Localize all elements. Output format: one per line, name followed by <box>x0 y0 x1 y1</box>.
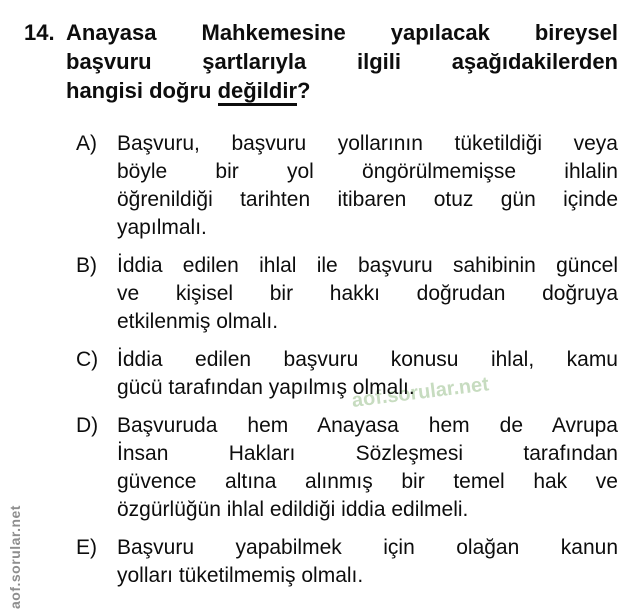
option-line: böyle bir yol öngörülmemişse ihlalin <box>117 160 618 183</box>
options-list <box>76 130 618 600</box>
watermark-left-vertical: aof.sorular.net <box>7 505 23 609</box>
option-a <box>76 130 618 242</box>
option-a-marker: A) <box>76 132 97 155</box>
option-line: yolları tüketilmemiş olmalı. <box>117 564 364 587</box>
watermark-center: aof.sorular.net <box>350 373 491 412</box>
underlined-word: değildir <box>218 78 297 106</box>
option-c-marker: C) <box>76 348 99 371</box>
question-text <box>66 18 618 105</box>
option-c-text <box>117 346 618 402</box>
question-line-text: hangisi doğru <box>66 78 218 103</box>
option-line: öğrenildiği tarihten itibaren otuz gün içinde <box>117 188 618 211</box>
option-line: özgürlüğün ihlal edildiği iddia edilmeli. <box>117 498 469 521</box>
question-line: başvuru şartlarıyla ilgili aşağıdakilerden <box>66 49 618 74</box>
option-line: yapılmalı. <box>117 216 207 239</box>
option-line: etkilenmiş olmalı. <box>117 310 279 333</box>
question-line: Anayasa Mahkemesine yapılacak bireysel <box>66 20 618 45</box>
option-line: İnsan Hakları Sözleşmesi tarafından <box>117 442 618 465</box>
option-b <box>76 252 618 336</box>
option-line: ve kişisel bir hakkı doğrudan doğruya <box>117 282 618 305</box>
option-e <box>76 534 618 590</box>
option-b-marker: B) <box>76 254 97 277</box>
question-block <box>24 18 618 105</box>
option-line: Başvuru, başvuru yollarının tüketildiği veya <box>117 132 618 155</box>
option-e-marker: E) <box>76 536 97 559</box>
question-last-line <box>66 76 618 105</box>
option-b-text <box>117 252 618 336</box>
option-line: İddia edilen başvuru konusu ihlal, kamu <box>117 348 618 371</box>
option-d <box>76 412 618 524</box>
option-d-text <box>117 412 618 524</box>
question-line-text: ? <box>297 78 311 103</box>
option-c <box>76 346 618 402</box>
option-line: güvence altına alınmış bir temel hak ve <box>117 470 618 493</box>
option-line: Başvuru yapabilmek için olağan kanun <box>117 536 618 559</box>
option-line: Başvuruda hem Anayasa hem de Avrupa <box>117 414 618 437</box>
question-number: 14. <box>24 20 55 45</box>
option-e-text <box>117 534 618 590</box>
option-a-text <box>117 130 618 242</box>
option-line: İddia edilen ihlal ile başvuru sahibinin güncel <box>117 254 618 277</box>
option-d-marker: D) <box>76 414 99 437</box>
option-line: gücü tarafından yapılmış olmalı. <box>117 376 415 399</box>
